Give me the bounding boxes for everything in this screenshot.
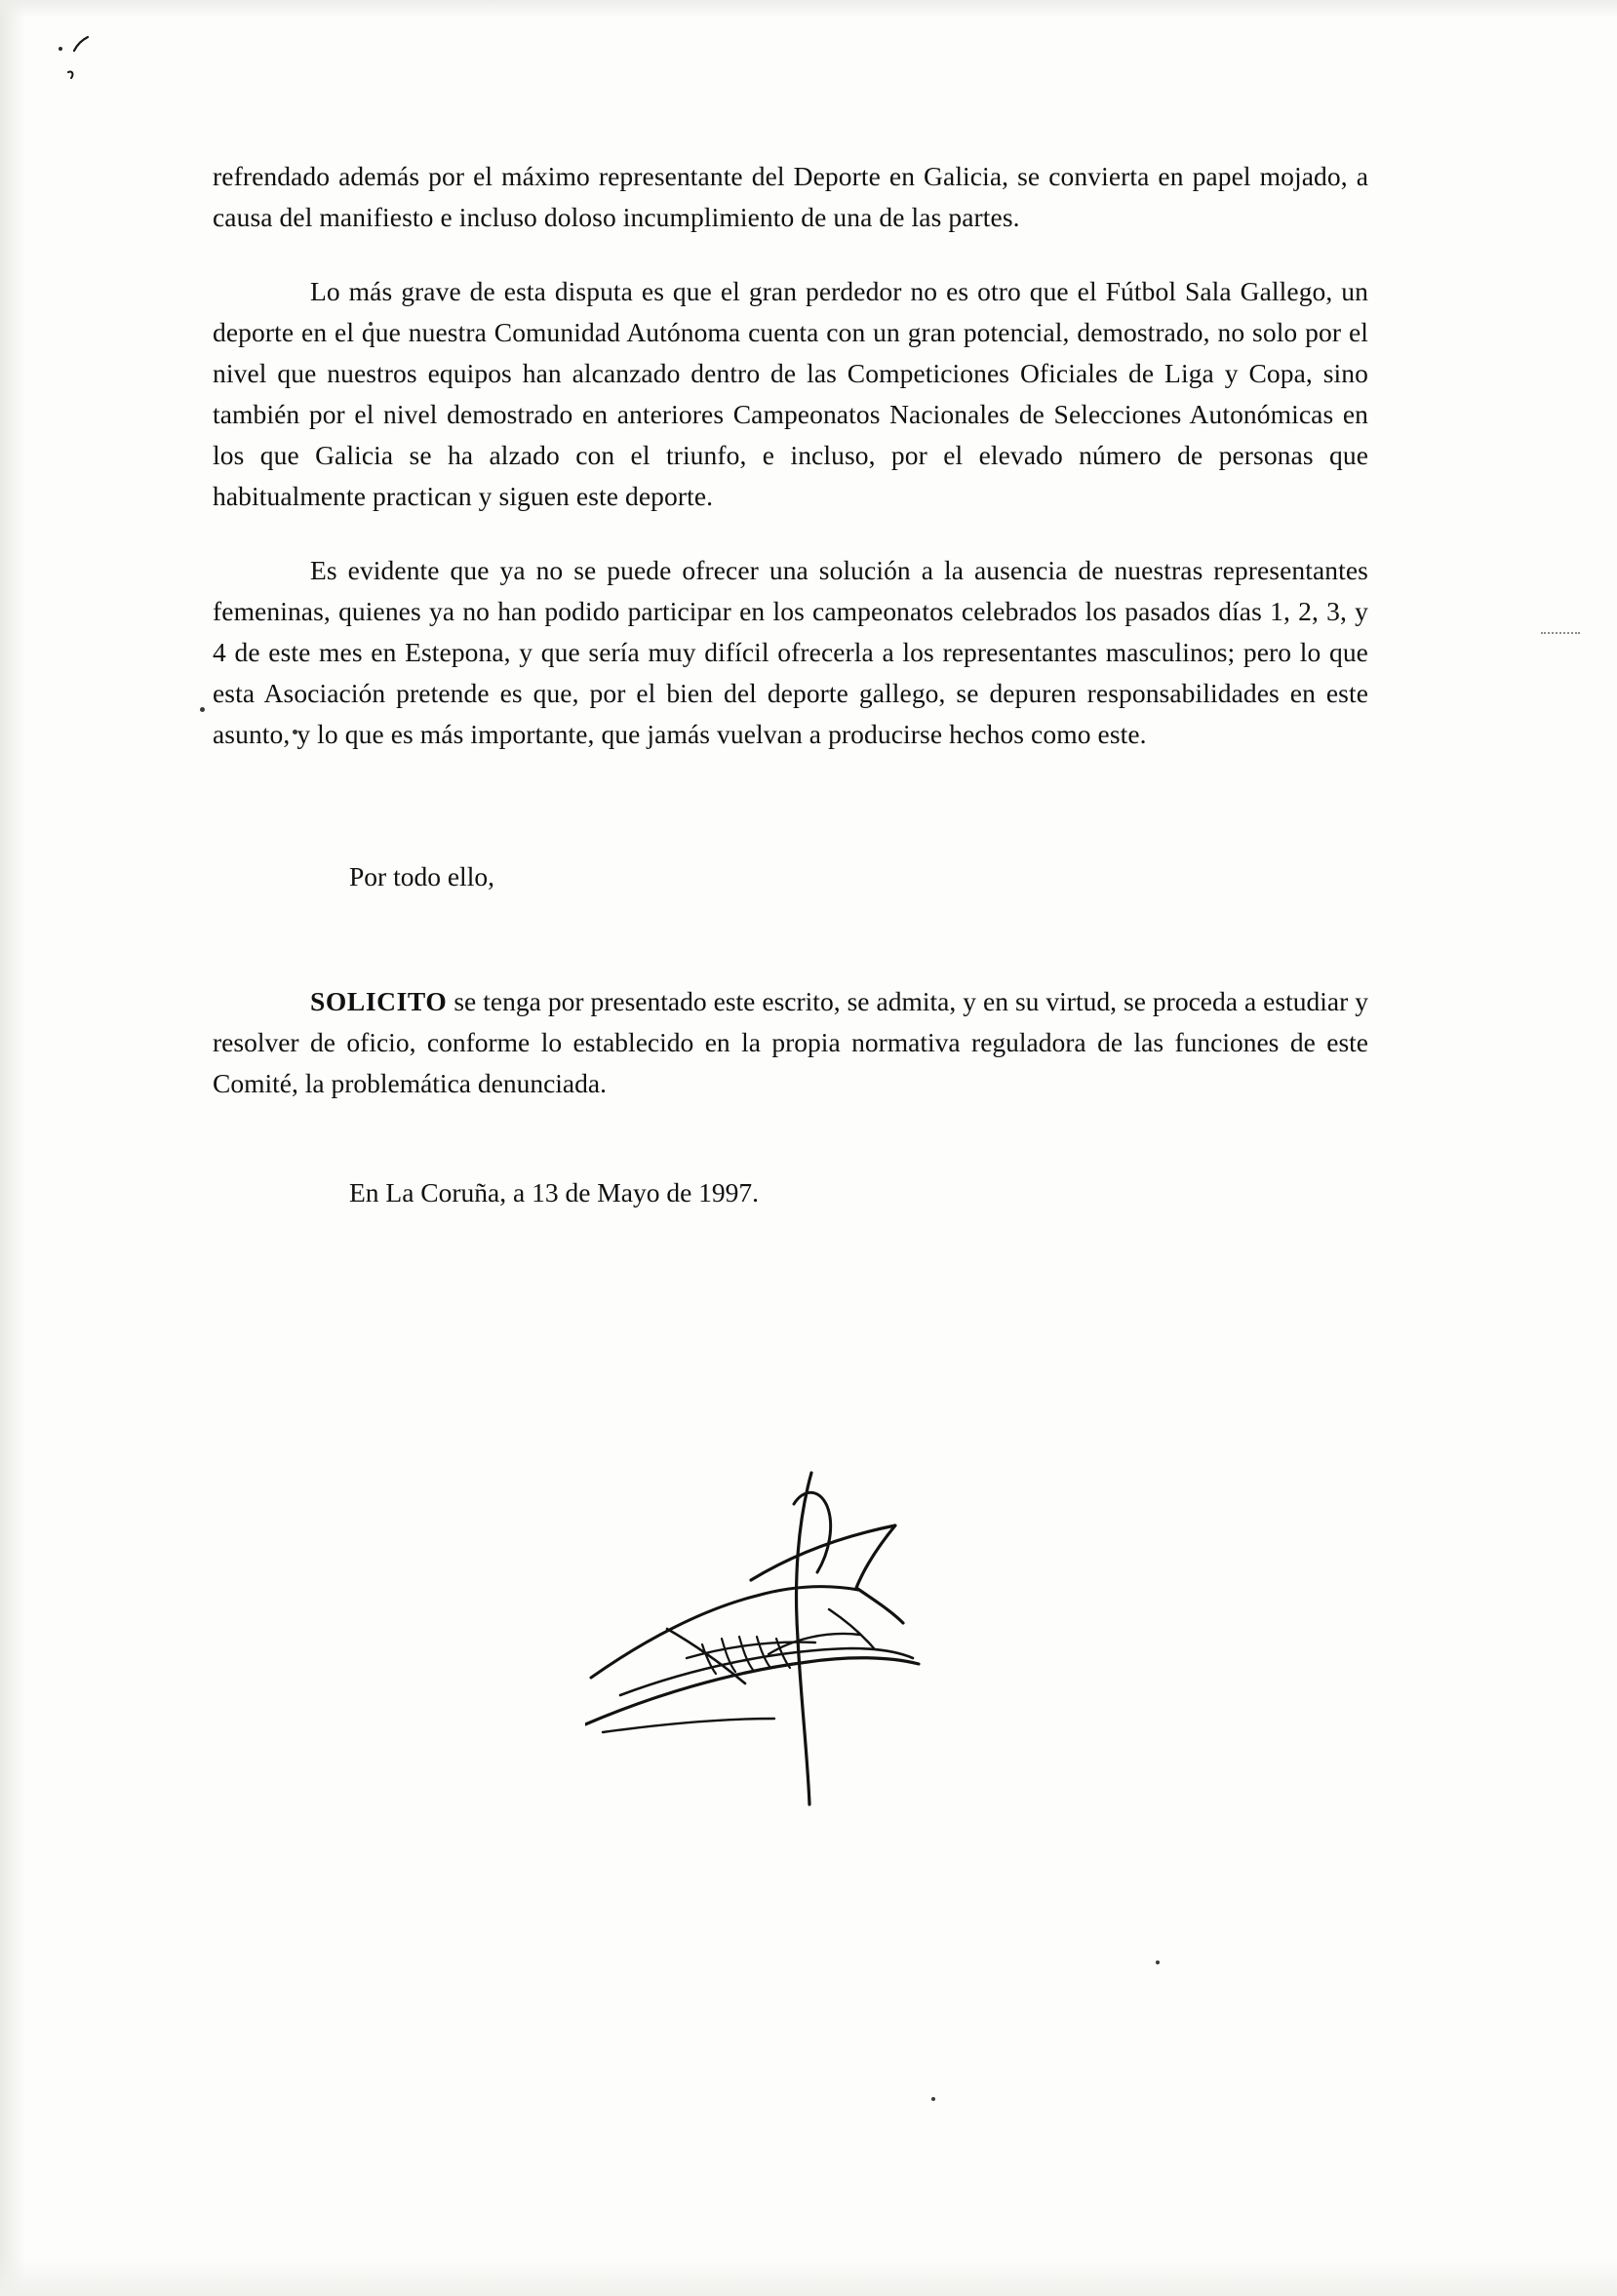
paragraph-3: Es evidente que ya no se puede ofrecer una solución a la ausencia de nuestras representantes femeninas, quienes ya no han podido participar en los campeonatos celebrados los pasados días 1, 2, 3, y 4 de este mes en Estepona, y que sería muy difícil ofrecerla a los representantes masculinos; pero lo que esta Asociación pretende es que, por el bien del deporte gallego, se depuren responsabilidades en este asunto, y lo que es más importante, que jamás vuelvan a producirse hechos como este.: [213, 555, 1368, 749]
scan-edge-dash: [1541, 632, 1580, 634]
scan-edge-shadow-top: [0, 0, 1617, 18]
ink-mark-top-left: [59, 29, 137, 107]
request-text: se tenga por presentado este escrito, se admita, y en su virtud, se proceda a estudiar y resolver de oficio, conforme lo establecido en la propia normativa reguladora de las funciones de este Comité, la problemática denunciada.: [213, 986, 1368, 1098]
place-and-date: En La Coruña, a 13 de Mayo de 1997.: [349, 1177, 760, 1207]
signature-area: [585, 1463, 995, 1853]
request-keyword: SOLICITO: [310, 986, 448, 1016]
spacer: [213, 897, 1368, 981]
handwritten-signature-icon: [585, 1463, 995, 1853]
scan-edge-shadow-left: [0, 0, 25, 2296]
paragraph-1: refrendado además por el máximo representante del Deporte en Galicia, se convierta en papel mojado, a causa del manifiesto e incluso doloso incumplimiento de una de las partes.: [213, 161, 1368, 232]
letter-body: [213, 156, 1368, 1213]
paragraph-2: Lo más grave de esta disputa es que el gran perdedor no es otro que el Fútbol Sala Gallego, un deporte en el que nuestra Comunidad Autónoma cuenta con un gran potencial, demostrado, no solo por el nivel que nuestros equipos han alcanzado dentro de las Competiciones Oficiales de Liga y Copa, sino también por el nivel demostrado en anteriores Campeonatos Nacionales de Selecciones Autonómicas en los que Galicia se ha alzado con el triunfo, e incluso, por el elevado número de personas que habitualmente practican y siguen este deporte.: [213, 276, 1368, 511]
scan-speck: [200, 707, 205, 712]
closing-intro: Por todo ello,: [349, 861, 494, 891]
spacer: [213, 1104, 1368, 1172]
scan-edge-shadow-bottom: [0, 2257, 1617, 2296]
spacer: [213, 788, 1368, 856]
scan-speck: [1156, 1960, 1160, 1964]
request-paragraph: [213, 981, 1368, 1104]
scan-speck: [931, 2097, 935, 2101]
